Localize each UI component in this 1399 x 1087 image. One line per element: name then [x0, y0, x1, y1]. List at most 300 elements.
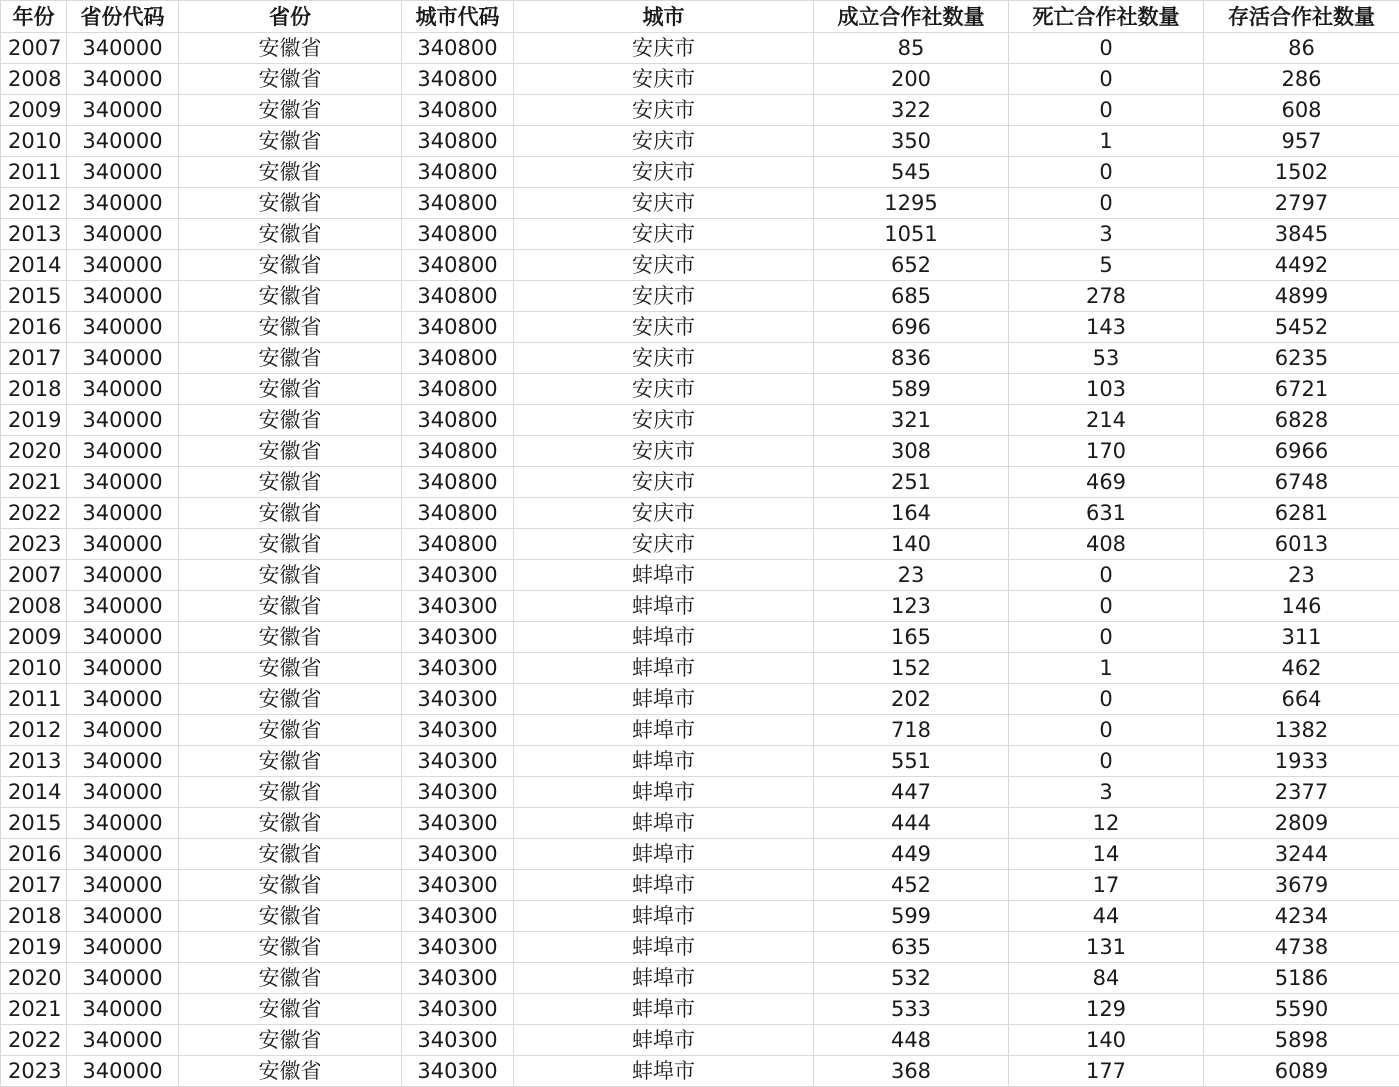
cell-dissolved-count[interactable]: 631 — [1009, 498, 1204, 529]
cell-province[interactable]: 安徽省 — [179, 1025, 402, 1056]
cell-established-count[interactable]: 449 — [814, 839, 1009, 870]
cell-established-count[interactable]: 322 — [814, 95, 1009, 126]
cell-dissolved-count[interactable]: 44 — [1009, 901, 1204, 932]
cell-established-count[interactable]: 165 — [814, 622, 1009, 653]
cell-city-code[interactable]: 340800 — [402, 250, 514, 281]
cell-province[interactable]: 安徽省 — [179, 188, 402, 219]
cell-city-code[interactable]: 340300 — [402, 839, 514, 870]
cell-city[interactable]: 蚌埠市 — [514, 963, 814, 994]
cell-surviving-count[interactable]: 4234 — [1204, 901, 1399, 932]
cell-province-code[interactable]: 340000 — [67, 684, 179, 715]
cell-province-code[interactable]: 340000 — [67, 715, 179, 746]
cell-dissolved-count[interactable]: 408 — [1009, 529, 1204, 560]
cell-established-count[interactable]: 368 — [814, 1056, 1009, 1087]
cell-surviving-count[interactable]: 6013 — [1204, 529, 1399, 560]
cell-city[interactable]: 蚌埠市 — [514, 1025, 814, 1056]
cell-city-code[interactable]: 340800 — [402, 343, 514, 374]
cell-dissolved-count[interactable]: 5 — [1009, 250, 1204, 281]
header-cell-province[interactable]: 省份 — [179, 1, 402, 33]
cell-dissolved-count[interactable]: 0 — [1009, 560, 1204, 591]
cell-city-code[interactable]: 340300 — [402, 622, 514, 653]
cell-province-code[interactable]: 340000 — [67, 963, 179, 994]
cell-year[interactable]: 2021 — [1, 467, 67, 498]
cell-province-code[interactable]: 340000 — [67, 250, 179, 281]
cell-city-code[interactable]: 340300 — [402, 808, 514, 839]
cell-year[interactable]: 2012 — [1, 715, 67, 746]
cell-dissolved-count[interactable]: 84 — [1009, 963, 1204, 994]
cell-established-count[interactable]: 350 — [814, 126, 1009, 157]
cell-city-code[interactable]: 340800 — [402, 126, 514, 157]
cell-year[interactable]: 2010 — [1, 126, 67, 157]
cell-province-code[interactable]: 340000 — [67, 405, 179, 436]
cell-province-code[interactable]: 340000 — [67, 653, 179, 684]
cell-province-code[interactable]: 340000 — [67, 64, 179, 95]
cell-city[interactable]: 安庆市 — [514, 467, 814, 498]
cell-province[interactable]: 安徽省 — [179, 715, 402, 746]
cell-province[interactable]: 安徽省 — [179, 622, 402, 653]
cell-surviving-count[interactable]: 6721 — [1204, 374, 1399, 405]
cell-dissolved-count[interactable]: 0 — [1009, 188, 1204, 219]
cell-dissolved-count[interactable]: 131 — [1009, 932, 1204, 963]
cell-surviving-count[interactable]: 462 — [1204, 653, 1399, 684]
table-row — [1, 529, 1399, 560]
cell-province[interactable]: 安徽省 — [179, 374, 402, 405]
cell-year[interactable]: 2018 — [1, 901, 67, 932]
cell-year[interactable]: 2007 — [1, 560, 67, 591]
cell-established-count[interactable]: 452 — [814, 870, 1009, 901]
cell-city-code[interactable]: 340800 — [402, 374, 514, 405]
cell-established-count[interactable]: 589 — [814, 374, 1009, 405]
cell-city-code[interactable]: 340300 — [402, 994, 514, 1025]
cell-province-code[interactable]: 340000 — [67, 622, 179, 653]
cell-province[interactable]: 安徽省 — [179, 467, 402, 498]
cell-established-count[interactable]: 447 — [814, 777, 1009, 808]
cell-province[interactable]: 安徽省 — [179, 870, 402, 901]
cell-year[interactable]: 2014 — [1, 777, 67, 808]
cell-established-count[interactable]: 140 — [814, 529, 1009, 560]
cell-surviving-count[interactable]: 2809 — [1204, 808, 1399, 839]
cell-surviving-count[interactable]: 1382 — [1204, 715, 1399, 746]
cell-established-count[interactable]: 599 — [814, 901, 1009, 932]
cell-province-code[interactable]: 340000 — [67, 529, 179, 560]
cell-province[interactable]: 安徽省 — [179, 839, 402, 870]
header-cell-year[interactable]: 年份 — [1, 1, 67, 33]
cell-city-code[interactable]: 340300 — [402, 963, 514, 994]
cell-province-code[interactable]: 340000 — [67, 808, 179, 839]
cell-year[interactable]: 2008 — [1, 591, 67, 622]
cell-city-code[interactable]: 340800 — [402, 64, 514, 95]
cell-year[interactable]: 2009 — [1, 95, 67, 126]
cell-established-count[interactable]: 85 — [814, 33, 1009, 64]
cell-province-code[interactable]: 340000 — [67, 870, 179, 901]
cell-dissolved-count[interactable]: 12 — [1009, 808, 1204, 839]
cell-surviving-count[interactable]: 2797 — [1204, 188, 1399, 219]
cell-city-code[interactable]: 340300 — [402, 1056, 514, 1087]
cell-surviving-count[interactable]: 6281 — [1204, 498, 1399, 529]
cell-dissolved-count[interactable]: 0 — [1009, 684, 1204, 715]
cell-city[interactable]: 蚌埠市 — [514, 901, 814, 932]
cell-city-code[interactable]: 340300 — [402, 715, 514, 746]
header-cell-province-code[interactable]: 省份代码 — [67, 1, 179, 33]
cell-year[interactable]: 2017 — [1, 870, 67, 901]
cell-established-count[interactable]: 164 — [814, 498, 1009, 529]
cell-established-count[interactable]: 444 — [814, 808, 1009, 839]
cell-dissolved-count[interactable]: 129 — [1009, 994, 1204, 1025]
cell-established-count[interactable]: 23 — [814, 560, 1009, 591]
cell-city[interactable]: 安庆市 — [514, 436, 814, 467]
cell-province-code[interactable]: 340000 — [67, 188, 179, 219]
cell-city[interactable]: 安庆市 — [514, 64, 814, 95]
cell-year[interactable]: 2017 — [1, 343, 67, 374]
cell-dissolved-count[interactable]: 0 — [1009, 64, 1204, 95]
cell-year[interactable]: 2016 — [1, 312, 67, 343]
cell-city-code[interactable]: 340800 — [402, 498, 514, 529]
cell-surviving-count[interactable]: 5452 — [1204, 312, 1399, 343]
cell-year[interactable]: 2020 — [1, 436, 67, 467]
table-row — [1, 250, 1399, 281]
cell-dissolved-count[interactable]: 1 — [1009, 126, 1204, 157]
cell-city-code[interactable]: 340800 — [402, 281, 514, 312]
cell-dissolved-count[interactable]: 170 — [1009, 436, 1204, 467]
table-row — [1, 746, 1399, 777]
cell-dissolved-count[interactable]: 0 — [1009, 33, 1204, 64]
cell-surviving-count[interactable]: 6828 — [1204, 405, 1399, 436]
cell-province-code[interactable]: 340000 — [67, 932, 179, 963]
cell-province-code[interactable]: 340000 — [67, 560, 179, 591]
cell-city-code[interactable]: 340300 — [402, 560, 514, 591]
cell-dissolved-count[interactable]: 0 — [1009, 622, 1204, 653]
cell-dissolved-count[interactable]: 140 — [1009, 1025, 1204, 1056]
cell-province-code[interactable]: 340000 — [67, 777, 179, 808]
cell-established-count[interactable]: 1051 — [814, 219, 1009, 250]
table-row — [1, 374, 1399, 405]
cell-year[interactable]: 2019 — [1, 932, 67, 963]
cell-year[interactable]: 2020 — [1, 963, 67, 994]
cell-province[interactable]: 安徽省 — [179, 498, 402, 529]
cell-year[interactable]: 2015 — [1, 281, 67, 312]
cell-province-code[interactable]: 340000 — [67, 839, 179, 870]
cell-city[interactable]: 蚌埠市 — [514, 994, 814, 1025]
cell-city[interactable]: 蚌埠市 — [514, 653, 814, 684]
cell-established-count[interactable]: 321 — [814, 405, 1009, 436]
cell-city[interactable]: 蚌埠市 — [514, 715, 814, 746]
cell-city[interactable]: 蚌埠市 — [514, 560, 814, 591]
table-row — [1, 591, 1399, 622]
cell-province-code[interactable]: 340000 — [67, 33, 179, 64]
cell-surviving-count[interactable]: 664 — [1204, 684, 1399, 715]
cell-city[interactable]: 安庆市 — [514, 405, 814, 436]
cell-province-code[interactable]: 340000 — [67, 157, 179, 188]
cell-province[interactable]: 安徽省 — [179, 591, 402, 622]
cell-city[interactable]: 安庆市 — [514, 281, 814, 312]
cell-surviving-count[interactable]: 6748 — [1204, 467, 1399, 498]
cell-established-count[interactable]: 123 — [814, 591, 1009, 622]
cell-city[interactable]: 安庆市 — [514, 219, 814, 250]
cell-surviving-count[interactable]: 957 — [1204, 126, 1399, 157]
cell-surviving-count[interactable]: 86 — [1204, 33, 1399, 64]
cell-province[interactable]: 安徽省 — [179, 746, 402, 777]
cell-province[interactable]: 安徽省 — [179, 157, 402, 188]
table-row — [1, 684, 1399, 715]
cell-province-code[interactable]: 340000 — [67, 343, 179, 374]
cell-province-code[interactable]: 340000 — [67, 1025, 179, 1056]
cell-city[interactable]: 安庆市 — [514, 498, 814, 529]
table-row — [1, 219, 1399, 250]
cell-surviving-count[interactable]: 4738 — [1204, 932, 1399, 963]
cell-dissolved-count[interactable]: 53 — [1009, 343, 1204, 374]
cell-province[interactable]: 安徽省 — [179, 33, 402, 64]
cell-city[interactable]: 蚌埠市 — [514, 1056, 814, 1087]
cell-dissolved-count[interactable]: 0 — [1009, 157, 1204, 188]
cell-surviving-count[interactable]: 1933 — [1204, 746, 1399, 777]
table-row — [1, 963, 1399, 994]
cell-dissolved-count[interactable]: 0 — [1009, 95, 1204, 126]
cell-city-code[interactable]: 340800 — [402, 436, 514, 467]
cell-surviving-count[interactable]: 3244 — [1204, 839, 1399, 870]
cell-year[interactable]: 2016 — [1, 839, 67, 870]
cell-year[interactable]: 2009 — [1, 622, 67, 653]
cell-surviving-count[interactable]: 5898 — [1204, 1025, 1399, 1056]
cell-established-count[interactable]: 545 — [814, 157, 1009, 188]
cell-surviving-count[interactable]: 2377 — [1204, 777, 1399, 808]
cell-year[interactable]: 2010 — [1, 653, 67, 684]
cell-dissolved-count[interactable]: 214 — [1009, 405, 1204, 436]
cell-province[interactable]: 安徽省 — [179, 405, 402, 436]
cell-province[interactable]: 安徽省 — [179, 808, 402, 839]
table-row — [1, 994, 1399, 1025]
cell-established-count[interactable]: 836 — [814, 343, 1009, 374]
cell-year[interactable]: 2013 — [1, 746, 67, 777]
cell-surviving-count[interactable]: 5590 — [1204, 994, 1399, 1025]
cell-province[interactable]: 安徽省 — [179, 95, 402, 126]
cell-year[interactable]: 2021 — [1, 994, 67, 1025]
cell-surviving-count[interactable]: 311 — [1204, 622, 1399, 653]
cell-province-code[interactable]: 340000 — [67, 436, 179, 467]
cell-city[interactable]: 安庆市 — [514, 157, 814, 188]
cell-dissolved-count[interactable]: 3 — [1009, 219, 1204, 250]
cell-city[interactable]: 蚌埠市 — [514, 622, 814, 653]
cell-surviving-count[interactable]: 3845 — [1204, 219, 1399, 250]
cell-city[interactable]: 安庆市 — [514, 343, 814, 374]
cell-dissolved-count[interactable]: 177 — [1009, 1056, 1204, 1087]
cell-city[interactable]: 蚌埠市 — [514, 839, 814, 870]
cell-city-code[interactable]: 340300 — [402, 684, 514, 715]
cell-province[interactable]: 安徽省 — [179, 777, 402, 808]
cell-established-count[interactable]: 718 — [814, 715, 1009, 746]
cell-province[interactable]: 安徽省 — [179, 219, 402, 250]
cell-dissolved-count[interactable]: 14 — [1009, 839, 1204, 870]
cell-dissolved-count[interactable]: 0 — [1009, 715, 1204, 746]
cell-dissolved-count[interactable]: 3 — [1009, 777, 1204, 808]
cell-city[interactable]: 安庆市 — [514, 374, 814, 405]
cell-year[interactable]: 2019 — [1, 405, 67, 436]
cell-city[interactable]: 安庆市 — [514, 33, 814, 64]
cell-surviving-count[interactable]: 23 — [1204, 560, 1399, 591]
cell-year[interactable]: 2023 — [1, 1056, 67, 1087]
cell-province-code[interactable]: 340000 — [67, 467, 179, 498]
cell-city[interactable]: 蚌埠市 — [514, 777, 814, 808]
cell-city-code[interactable]: 340300 — [402, 901, 514, 932]
header-cell-surviving-count[interactable]: 存活合作社数量 — [1204, 1, 1399, 33]
cell-province[interactable]: 安徽省 — [179, 963, 402, 994]
cell-city-code[interactable]: 340800 — [402, 312, 514, 343]
cell-established-count[interactable]: 635 — [814, 932, 1009, 963]
table-row — [1, 715, 1399, 746]
cell-province[interactable]: 安徽省 — [179, 901, 402, 932]
cell-year[interactable]: 2007 — [1, 33, 67, 64]
cell-city-code[interactable]: 340800 — [402, 529, 514, 560]
cell-surviving-count[interactable]: 6966 — [1204, 436, 1399, 467]
cell-year[interactable]: 2012 — [1, 188, 67, 219]
cell-city[interactable]: 蚌埠市 — [514, 932, 814, 963]
cell-city[interactable]: 蚌埠市 — [514, 591, 814, 622]
cell-province-code[interactable]: 340000 — [67, 591, 179, 622]
table-row — [1, 622, 1399, 653]
cell-province[interactable]: 安徽省 — [179, 684, 402, 715]
cell-established-count[interactable]: 200 — [814, 64, 1009, 95]
table-row — [1, 498, 1399, 529]
cell-city[interactable]: 安庆市 — [514, 95, 814, 126]
cell-city-code[interactable]: 340300 — [402, 591, 514, 622]
cell-province[interactable]: 安徽省 — [179, 436, 402, 467]
cell-established-count[interactable]: 551 — [814, 746, 1009, 777]
cell-surviving-count[interactable]: 1502 — [1204, 157, 1399, 188]
cell-surviving-count[interactable]: 4492 — [1204, 250, 1399, 281]
table-row — [1, 870, 1399, 901]
cell-city[interactable]: 安庆市 — [514, 529, 814, 560]
cell-surviving-count[interactable]: 3679 — [1204, 870, 1399, 901]
cell-province[interactable]: 安徽省 — [179, 312, 402, 343]
cell-province-code[interactable]: 340000 — [67, 994, 179, 1025]
cell-province-code[interactable]: 340000 — [67, 498, 179, 529]
cell-city[interactable]: 蚌埠市 — [514, 684, 814, 715]
cell-established-count[interactable]: 1295 — [814, 188, 1009, 219]
cell-dissolved-count[interactable]: 469 — [1009, 467, 1204, 498]
cell-province-code[interactable]: 340000 — [67, 312, 179, 343]
cell-province[interactable]: 安徽省 — [179, 64, 402, 95]
cell-city-code[interactable]: 340300 — [402, 870, 514, 901]
cell-year[interactable]: 2023 — [1, 529, 67, 560]
cell-province[interactable]: 安徽省 — [179, 281, 402, 312]
cell-city-code[interactable]: 340300 — [402, 932, 514, 963]
table-row — [1, 157, 1399, 188]
cell-province[interactable]: 安徽省 — [179, 529, 402, 560]
cell-dissolved-count[interactable]: 1 — [1009, 653, 1204, 684]
cell-city[interactable]: 蚌埠市 — [514, 870, 814, 901]
cell-dissolved-count[interactable]: 103 — [1009, 374, 1204, 405]
cell-established-count[interactable]: 652 — [814, 250, 1009, 281]
cell-surviving-count[interactable]: 5186 — [1204, 963, 1399, 994]
cell-city-code[interactable]: 340800 — [402, 188, 514, 219]
cell-established-count[interactable]: 696 — [814, 312, 1009, 343]
cell-city-code[interactable]: 340300 — [402, 653, 514, 684]
cell-city[interactable]: 蚌埠市 — [514, 808, 814, 839]
cell-established-count[interactable]: 448 — [814, 1025, 1009, 1056]
cell-province[interactable]: 安徽省 — [179, 343, 402, 374]
header-cell-dissolved-count[interactable]: 死亡合作社数量 — [1009, 1, 1204, 33]
cell-established-count[interactable]: 202 — [814, 684, 1009, 715]
cell-province-code[interactable]: 340000 — [67, 901, 179, 932]
cell-established-count[interactable]: 251 — [814, 467, 1009, 498]
cell-surviving-count[interactable]: 6235 — [1204, 343, 1399, 374]
header-cell-city-code[interactable]: 城市代码 — [402, 1, 514, 33]
cell-established-count[interactable]: 685 — [814, 281, 1009, 312]
table-row — [1, 126, 1399, 157]
cell-dissolved-count[interactable]: 0 — [1009, 591, 1204, 622]
cell-surviving-count[interactable]: 4899 — [1204, 281, 1399, 312]
header-cell-established-count[interactable]: 成立合作社数量 — [814, 1, 1009, 33]
cell-surviving-count[interactable]: 6089 — [1204, 1056, 1399, 1087]
cell-dissolved-count[interactable]: 17 — [1009, 870, 1204, 901]
cell-established-count[interactable]: 152 — [814, 653, 1009, 684]
cell-surviving-count[interactable]: 146 — [1204, 591, 1399, 622]
cell-province-code[interactable]: 340000 — [67, 219, 179, 250]
cell-province-code[interactable]: 340000 — [67, 126, 179, 157]
cell-year[interactable]: 2011 — [1, 684, 67, 715]
cell-province-code[interactable]: 340000 — [67, 281, 179, 312]
cell-year[interactable]: 2008 — [1, 64, 67, 95]
cell-province-code[interactable]: 340000 — [67, 374, 179, 405]
table-row — [1, 467, 1399, 498]
cell-surviving-count[interactable]: 286 — [1204, 64, 1399, 95]
cell-surviving-count[interactable]: 608 — [1204, 95, 1399, 126]
cell-city-code[interactable]: 340800 — [402, 157, 514, 188]
cell-year[interactable]: 2022 — [1, 498, 67, 529]
cell-city[interactable]: 安庆市 — [514, 250, 814, 281]
cell-city-code[interactable]: 340800 — [402, 33, 514, 64]
cell-city-code[interactable]: 340300 — [402, 777, 514, 808]
cell-established-count[interactable]: 533 — [814, 994, 1009, 1025]
cell-year[interactable]: 2015 — [1, 808, 67, 839]
cell-province[interactable]: 安徽省 — [179, 250, 402, 281]
cell-province[interactable]: 安徽省 — [179, 994, 402, 1025]
table-row — [1, 808, 1399, 839]
cell-city-code[interactable]: 340800 — [402, 95, 514, 126]
cell-province[interactable]: 安徽省 — [179, 560, 402, 591]
table-row — [1, 777, 1399, 808]
cell-province[interactable]: 安徽省 — [179, 1056, 402, 1087]
cell-city-code[interactable]: 340800 — [402, 405, 514, 436]
cell-city[interactable]: 安庆市 — [514, 126, 814, 157]
cell-province-code[interactable]: 340000 — [67, 746, 179, 777]
cell-city[interactable]: 蚌埠市 — [514, 746, 814, 777]
cell-year[interactable]: 2014 — [1, 250, 67, 281]
cell-established-count[interactable]: 308 — [814, 436, 1009, 467]
cell-established-count[interactable]: 532 — [814, 963, 1009, 994]
cell-city-code[interactable]: 340800 — [402, 219, 514, 250]
cell-dissolved-count[interactable]: 143 — [1009, 312, 1204, 343]
cell-year[interactable]: 2011 — [1, 157, 67, 188]
header-cell-city[interactable]: 城市 — [514, 1, 814, 33]
cell-city-code[interactable]: 340300 — [402, 1025, 514, 1056]
cell-province-code[interactable]: 340000 — [67, 95, 179, 126]
cell-city[interactable]: 安庆市 — [514, 312, 814, 343]
cell-province-code[interactable]: 340000 — [67, 1056, 179, 1087]
cell-province[interactable]: 安徽省 — [179, 126, 402, 157]
cell-dissolved-count[interactable]: 0 — [1009, 746, 1204, 777]
table-row — [1, 901, 1399, 932]
cell-province[interactable]: 安徽省 — [179, 653, 402, 684]
table-row — [1, 932, 1399, 963]
cell-city-code[interactable]: 340800 — [402, 467, 514, 498]
cell-dissolved-count[interactable]: 278 — [1009, 281, 1204, 312]
cell-province[interactable]: 安徽省 — [179, 932, 402, 963]
cell-year[interactable]: 2013 — [1, 219, 67, 250]
cell-city[interactable]: 安庆市 — [514, 188, 814, 219]
cell-year[interactable]: 2022 — [1, 1025, 67, 1056]
cell-year[interactable]: 2018 — [1, 374, 67, 405]
cell-city-code[interactable]: 340300 — [402, 746, 514, 777]
